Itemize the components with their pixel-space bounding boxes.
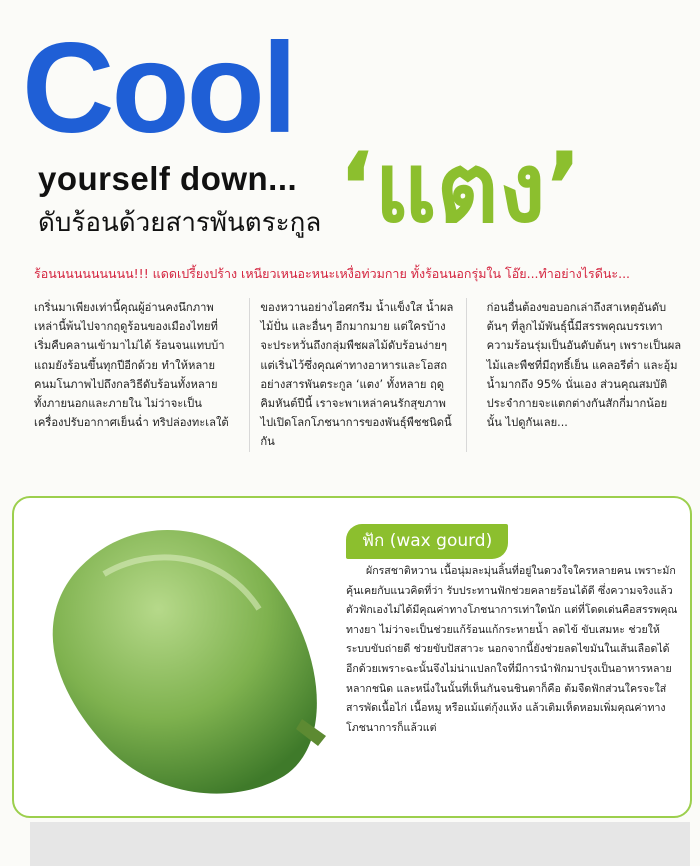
wax-gourd-image <box>34 514 334 804</box>
footer-bar <box>30 822 690 866</box>
lead-line: ร้อนนนนนนนนนน!!! แดดเปรี้ยงปร้าง เหนียวเหนอะหนะเหงื่อท่วมกาย ทั้งร้อนนอกรุ่มใน โอ๊ย...ทำอย่างไรดีนะ... <box>34 266 631 281</box>
feature-box <box>12 496 692 818</box>
feature-title: ฟัก (wax gourd) <box>346 524 508 559</box>
article-column-2: ของหวานอย่างไอศกรีม น้ำแข็งใส น้ำผลไม้ปั่น และอื่นๆ อีกมากมาย แต่ใครบ้างจะประหวั่นถึงกลุ่มพืชผลไม้ดับร้อนง่ายๆ แต่เริ่นไว้ซึ่งคุณค่าทางอาหารและโอสถ อย่างสารพันตระกูล ‘แตง’ ทั้งหลาย ฤดูคิมหันต์ปีนี้ เราจะพาเหล่าคนรักสุขภาพไปเปิดโลกโภชนาการของพันธุ์พืชชนิดนี้กัน <box>249 298 466 452</box>
article-columns <box>34 298 682 452</box>
subtitle: yourself down... <box>38 160 298 197</box>
highlight-word: ‘แตง’ <box>338 132 583 244</box>
page-title: Cool <box>22 17 295 160</box>
article-column-3: ก่อนอื่นต้องขอบอกเล่าถึงสาเหตุอันดับต้นๆ ที่ลูกไม้พันธุ์นี้มีสรรพคุณบรรเทาความร้อนรุ่มเป็นอันดับต้นๆ เพราะเป็นผลไม้และพืชที่มีฤทธิ์เย็น แคลอรีต่ำ และอุ้มน้ำมากถึง 95% นั่นเอง ส่วนคุณสมบัติประจำกายจะแตกต่างกันสักกี่มากน้อยนั้น ไปดูกันเลย... <box>486 301 682 430</box>
article-column-1: เกริ่นมาเพียงเท่านี้คุณผู้อ่านคงนึกภาพเหล่านี้พ้นไปจากฤดูร้อนของเมืองไทยที่เริ่มคืบคลานเข้ามาไม่ได้ ร้อนจนแทบบ้า แถมยังร้อนขึ้นทุกปีอีกด้วย ทำให้หลายคนมโนภาพไปถึงกลวิธีดับร้อนทั้งหลายทั้งภายนอกและภายใน ไม่ว่าจะเป็นเครื่องปรับอากาศเย็นฉ่ำ ทริปล่องทะเลใต้ <box>34 301 229 430</box>
thai-subtitle: ดับร้อนด้วยสารพันตระกูล <box>38 208 322 238</box>
feature-body: ผักรสชาติหวาน เนื้อนุ่มละมุ่นลิ้นที่อยู่ในดวงใจใครหลายคน เพราะมักคุ้นเคยกับแนวคิดที่ว่า รับประทานฟักช่วยคลายร้อนได้ดี ซึ่งความจริงแล้วตัวฟักเองไม่ได้มีคุณค่าทางโภชนาการเท่าใดนัก แต่ที่โดดเด่นคือสรรพคุณทางยา ไม่ว่าจะเป็นช่วยแก้ร้อนแก้กระหายน้ำ ลดไข้ ขับเสมหะ ช่วยให้ระบบขับถ่ายดี ช่วยขับปัสสาวะ นอกจากนี้ยังช่วยลดไขมันในเส้นเลือดได้อีกด้วยเพราะฉะนั้นจึงไม่น่าแปลกใจที่มีการนำฟักมาปรุงเป็นอาหารหลายหลากชนิด และหนึ่งในนั้นที่เห็นกันจนชินตาก็คือ ต้มจืดฟักส่วนใครจะใส่สารพัดเนื้อไก่ เนื้อหมู หรือแม้แต่กุ้งแห้ง แล้วเติมเห็ดหอมเพิ่มคุณค่าทางโภชนาการก็แล้วแต่ <box>346 565 678 734</box>
